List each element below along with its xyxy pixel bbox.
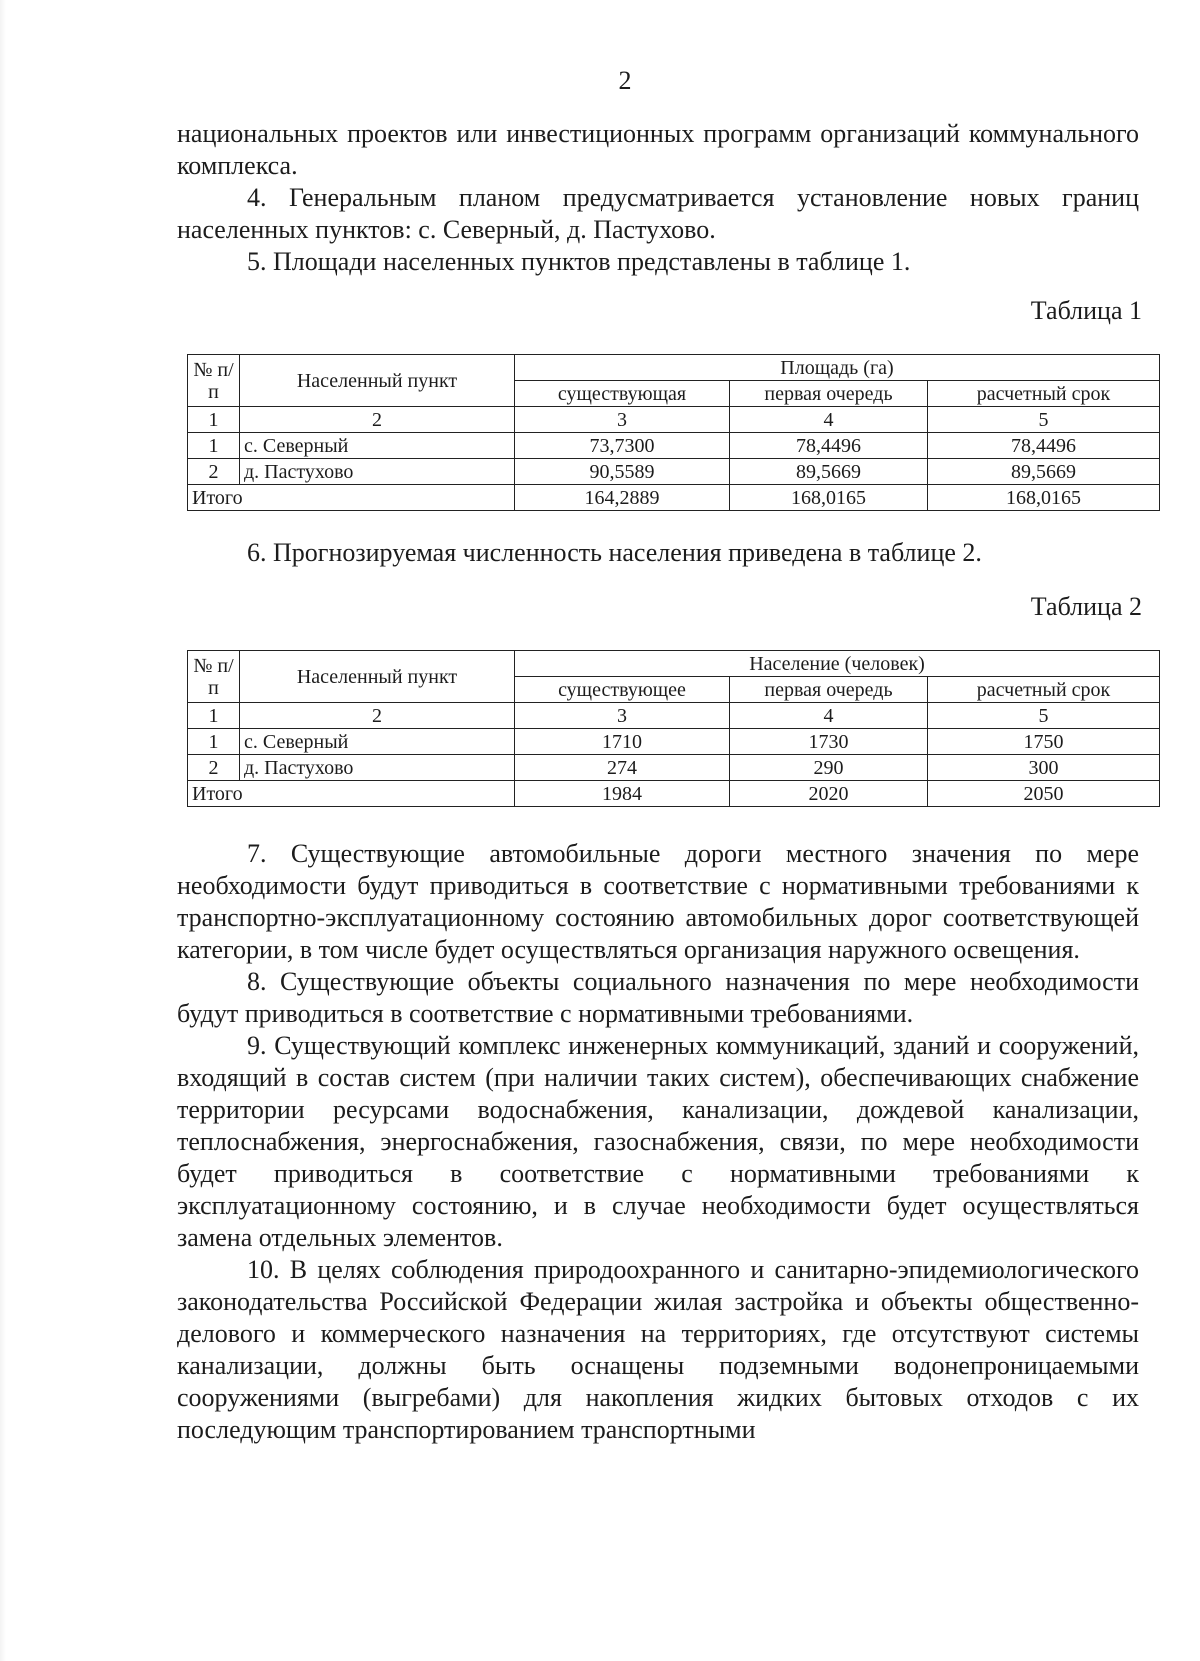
header-existing: существующая: [515, 381, 730, 407]
index-cell: 3: [515, 703, 730, 729]
paragraph-9: 9. Существующий комплекс инженерных коммуникаций, зданий и сооружений, входящий в состав систем (при наличии таких систем), обеспечивающих снабжение территории ресурсами водоснабжения, канализации, дождевой канализации, теплоснабжения, энергоснабжения, газоснабжения, связи, по мере необходимости будет приводиться в соответствие с нормативными требованиями к эксплуатационному состоянию, и в случае необходимости будет осуществляться замена отдельных элементов.: [177, 1031, 1139, 1252]
index-cell: 5: [928, 703, 1160, 729]
paragraph-5: 5. Площади населенных пунктов представлены в таблице 1.: [247, 247, 911, 276]
paragraph-7: 7. Существующие автомобильные дороги местного значения по мере необходимости будут приводиться в соответствие с нормативными требованиями к транспортно-эксплуатационному состоянию автомобильных дорог соответствующей категории, в том числе будет осуществляться организация наружного освещения.: [177, 839, 1139, 964]
cell-first-stage: 1730: [730, 729, 928, 755]
cell-settlement: с. Северный: [240, 433, 515, 459]
mid-text-block: [177, 537, 1139, 569]
total-first-stage: 2020: [730, 781, 928, 807]
cell-first-stage: 78,4496: [730, 433, 928, 459]
header-num: № п/п: [188, 355, 240, 407]
cell-num: 1: [188, 729, 240, 755]
cell-calc-period: 1750: [928, 729, 1160, 755]
header-calc-period: расчетный срок: [928, 381, 1160, 407]
cell-calc-period: 78,4496: [928, 433, 1160, 459]
table-header-row: [188, 651, 1160, 677]
table-1-caption: Таблица 1: [1030, 296, 1142, 325]
paragraph-10: 10. В целях соблюдения природоохранного и санитарно-эпидемиологического законодательства Российской Федерации жилая застройка и объекты общественно-делового и коммерческого назначения на территориях, где отсутствуют системы канализации, должны быть оснащены подземными водонепроницаемыми сооружениями (выгребами) для накопления жидких бытовых отходов с их последующим транспортированием транспортными: [177, 1255, 1139, 1444]
paragraph-continuation: национальных проектов или инвестиционных программ организаций коммунального комплекса.: [177, 119, 1139, 180]
header-first-stage: первая очередь: [730, 381, 928, 407]
header-existing: существующее: [515, 677, 730, 703]
table-row: [188, 729, 1160, 755]
bottom-text-block: [177, 838, 1139, 1446]
header-first-stage: первая очередь: [730, 677, 928, 703]
header-settlement: Населенный пункт: [240, 651, 515, 703]
page-number: 2: [618, 66, 632, 95]
top-text-block: [177, 118, 1139, 278]
index-cell: 2: [240, 703, 515, 729]
cell-settlement: д. Пастухово: [240, 755, 515, 781]
index-cell: 5: [928, 407, 1160, 433]
total-calc-period: 168,0165: [928, 485, 1160, 511]
total-existing: 164,2889: [515, 485, 730, 511]
cell-existing: 1710: [515, 729, 730, 755]
cell-existing: 90,5589: [515, 459, 730, 485]
index-cell: 4: [730, 703, 928, 729]
cell-num: 2: [188, 755, 240, 781]
header-calc-period: расчетный срок: [928, 677, 1160, 703]
index-cell: 4: [730, 407, 928, 433]
total-label: Итого: [188, 781, 515, 807]
index-cell: 1: [188, 407, 240, 433]
index-cell: 2: [240, 407, 515, 433]
cell-settlement: д. Пастухово: [240, 459, 515, 485]
header-group: Население (человек): [515, 651, 1160, 677]
table-header-row: [188, 355, 1160, 381]
cell-settlement: с. Северный: [240, 729, 515, 755]
scan-edge: [0, 0, 6, 1661]
total-label: Итого: [188, 485, 515, 511]
table-row: [188, 755, 1160, 781]
header-settlement: Населенный пункт: [240, 355, 515, 407]
cell-existing: 274: [515, 755, 730, 781]
header-group: Площадь (га): [515, 355, 1160, 381]
index-cell: 3: [515, 407, 730, 433]
cell-existing: 73,7300: [515, 433, 730, 459]
table-2-caption: Таблица 2: [1030, 592, 1142, 621]
table-row: [188, 459, 1160, 485]
total-first-stage: 168,0165: [730, 485, 928, 511]
cell-num: 1: [188, 433, 240, 459]
total-calc-period: 2050: [928, 781, 1160, 807]
table-index-row: [188, 703, 1160, 729]
paragraph-6: 6. Прогнозируемая численность населения приведена в таблице 2.: [247, 538, 982, 567]
cell-calc-period: 300: [928, 755, 1160, 781]
header-num: № п/п: [188, 651, 240, 703]
index-cell: 1: [188, 703, 240, 729]
cell-num: 2: [188, 459, 240, 485]
cell-first-stage: 89,5669: [730, 459, 928, 485]
cell-first-stage: 290: [730, 755, 928, 781]
table-total-row: [188, 781, 1160, 807]
paragraph-8: 8. Существующие объекты социального назначения по мере необходимости будут приводиться в соответствие с нормативными требованиями.: [177, 967, 1139, 1028]
table-2: [187, 650, 1160, 807]
table-1: [187, 354, 1160, 511]
cell-calc-period: 89,5669: [928, 459, 1160, 485]
paragraph-4: 4. Генеральным планом предусматривается установление новых границ населенных пунктов: с. Северный, д. Пастухово.: [177, 183, 1139, 244]
total-existing: 1984: [515, 781, 730, 807]
table-total-row: [188, 485, 1160, 511]
table-row: [188, 433, 1160, 459]
table-index-row: [188, 407, 1160, 433]
